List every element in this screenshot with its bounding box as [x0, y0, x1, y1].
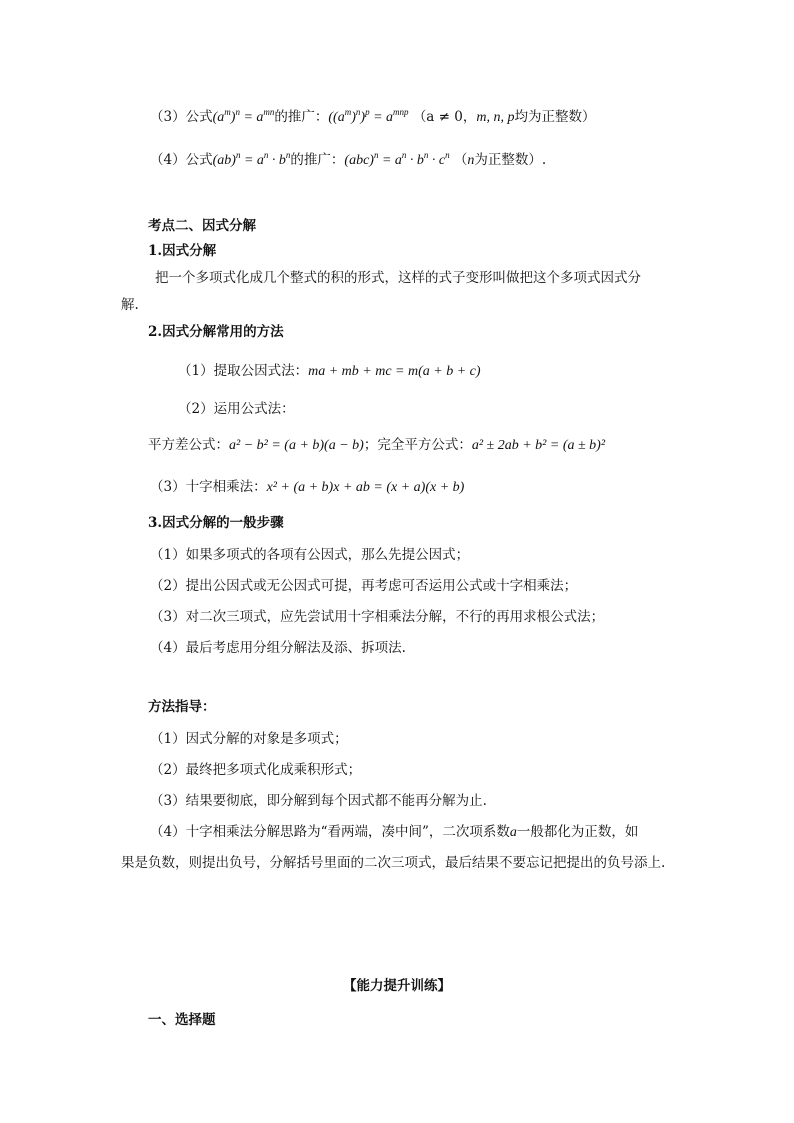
guide-item: （3）结果要彻底，即分解到每个因式都不能再分解为止.	[150, 793, 487, 809]
subsection-title-1: 1.因式分解	[148, 243, 217, 259]
condition-open: （a ≠ 0，	[412, 109, 477, 125]
guide-item-4-line2: 果是负数，则提出负号，分解括号里面的二次三项式，最后结果不要忘记把提出的负号添上.	[121, 855, 666, 871]
perfect-square-formula: a² ± 2ab + b² = (a ± b)²	[471, 438, 606, 453]
formula-item-3	[150, 107, 595, 128]
guide-item: （2）最终把多项式化成乘积形式；	[150, 762, 362, 778]
difference-of-squares-label: 平方差公式：	[148, 437, 229, 453]
method-cross-multiplication	[150, 477, 464, 498]
condition-close: 均为正整数）	[514, 109, 596, 125]
guide-title: 方法指导：	[148, 699, 216, 715]
step-item: （2）提出公因式或无公因式可提，再考虑可否运用公式或十字相乘法；	[150, 578, 578, 594]
section-title-factorization: 考点二、因式分解	[148, 218, 256, 234]
step-item: （4）最后考虑用分组分解法及添、拆项法.	[150, 640, 406, 656]
guide-item-4-part2: 一般都化为正数，如	[516, 824, 639, 840]
training-title: 【能力提升训练】	[343, 978, 451, 994]
guide-item-4-var: a	[509, 825, 517, 840]
subsection-title-3: 3.因式分解的一般步骤	[148, 515, 284, 531]
method-formula: （2）运用公式法：	[178, 401, 295, 417]
formula-line	[148, 435, 605, 456]
step-item: （1）如果多项式的各项有公因式，那么先提公因式；	[150, 547, 470, 563]
condition-open-4: （	[453, 152, 468, 168]
method-3-formula: x² + (a + b)x + ab = (x + a)(x + b)	[266, 480, 465, 495]
definition-line-2: 解.	[121, 297, 139, 313]
power-rule-generalized: $((a^m)^n)^p = a^{mnp}$	[328, 107, 409, 125]
method-common-factor	[178, 361, 481, 382]
guide-item: （1）因式分解的对象是多项式；	[150, 731, 348, 747]
guide-item-4	[150, 822, 638, 843]
perfect-square-label: ；完全平方公式：	[363, 437, 472, 453]
formula-item-4	[150, 150, 546, 171]
condition-var-n: n	[467, 153, 475, 168]
step-item: （3）对二次三项式，应先尝试用十字相乘法分解，不行的再用求根公式法；	[150, 609, 605, 625]
formula-item-4-prefix: （4）公式	[150, 152, 213, 168]
section-multiple-choice: 一、选择题	[148, 1012, 216, 1028]
method-3-label: （3）十字相乘法：	[150, 479, 267, 495]
formula-item-4-middle: 的推广：	[290, 152, 345, 168]
method-1-label: （1）提取公因式法：	[178, 363, 309, 379]
power-rule-formula: $(a^m)^n = a^{mn}$	[212, 107, 275, 125]
product-power-formula: $(ab)^n = a^n \cdot b^n$	[212, 150, 291, 168]
guide-item-4-part1: （4）十字相乘法分解思路为“看两端，凑中间”，二次项系数	[150, 824, 510, 840]
condition-close-4: 为正整数）.	[474, 152, 547, 168]
definition-line-1: 把一个多项式化成几个整式的积的形式，这样的式子变形叫做把这个多项式因式分	[155, 270, 641, 286]
difference-of-squares-formula: a² − b² = (a + b)(a − b)	[229, 438, 364, 453]
condition-vars: m, n, p	[476, 110, 515, 125]
formula-item-3-middle: 的推广：	[274, 109, 329, 125]
subsection-title-2: 2.因式分解常用的方法	[148, 324, 284, 340]
method-1-formula: ma + mb + mc = m(a + b + c)	[308, 364, 481, 379]
product-power-generalized: $(abc)^n = a^n \cdot b^n \cdot c^n$	[344, 150, 450, 168]
formula-item-3-prefix: （3）公式	[150, 109, 213, 125]
